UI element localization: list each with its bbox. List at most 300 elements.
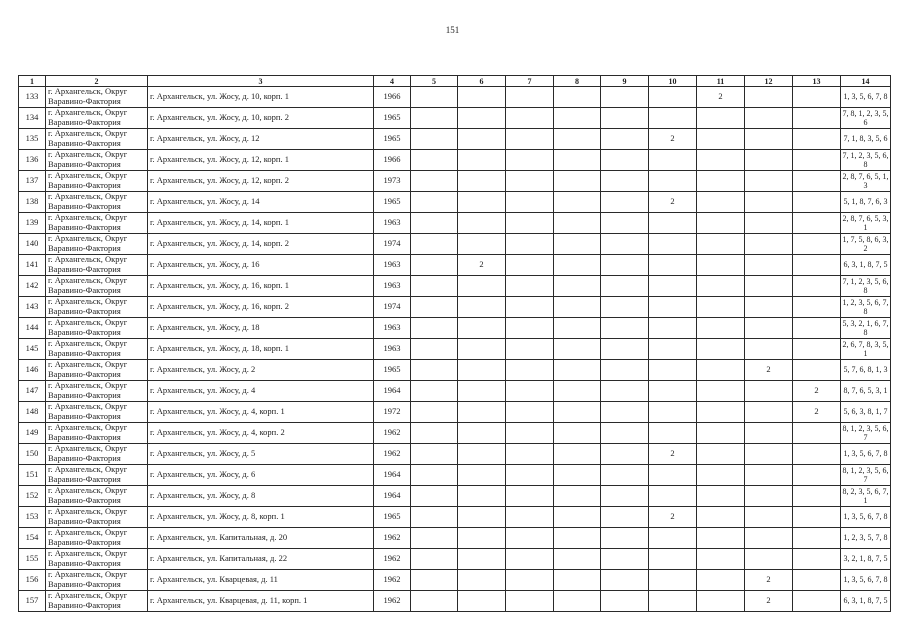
cell-address: г. Архангельск, ул. Жосу, д. 18, корп. 1 <box>148 339 374 360</box>
cell-col-8 <box>554 87 601 108</box>
cell-col-8 <box>554 444 601 465</box>
cell-col-7 <box>506 318 554 339</box>
cell-col-9 <box>601 213 649 234</box>
header-col-7: 7 <box>506 76 554 87</box>
cell-col-10 <box>649 549 697 570</box>
cell-col-14: 6, 3, 1, 8, 7, 5 <box>841 591 891 612</box>
cell-col-13 <box>793 360 841 381</box>
cell-col-12 <box>745 297 793 318</box>
cell-col-5 <box>411 381 458 402</box>
cell-col-12 <box>745 234 793 255</box>
cell-row-number: 154 <box>19 528 46 549</box>
cell-col-6 <box>458 87 506 108</box>
cell-col-7 <box>506 528 554 549</box>
cell-year: 1962 <box>374 570 411 591</box>
cell-row-number: 140 <box>19 234 46 255</box>
cell-address: г. Архангельск, ул. Жосу, д. 16, корп. 1 <box>148 276 374 297</box>
cell-address: г. Архангельск, ул. Капитальная, д. 20 <box>148 528 374 549</box>
cell-col-10: 2 <box>649 192 697 213</box>
cell-col-6 <box>458 213 506 234</box>
cell-row-number: 153 <box>19 507 46 528</box>
cell-col-12 <box>745 129 793 150</box>
cell-col-5 <box>411 150 458 171</box>
cell-col-14: 5, 1, 8, 7, 6, 3 <box>841 192 891 213</box>
cell-col-5 <box>411 87 458 108</box>
cell-col-11 <box>697 318 745 339</box>
cell-row-number: 151 <box>19 465 46 486</box>
cell-col-14: 5, 3, 2, 1, 6, 7, 8 <box>842 318 889 337</box>
cell-col-14: 1, 3, 5, 6, 7, 8 <box>841 87 891 108</box>
cell-col-11 <box>697 444 745 465</box>
cell-col-14: 2, 6, 7, 8, 3, 5, 1 <box>842 339 889 358</box>
table-row <box>19 255 891 276</box>
cell-col-11 <box>697 423 745 444</box>
cell-row-number: 150 <box>19 444 46 465</box>
cell-district: г. Архангельск, Округ Варавино-Фактория <box>46 129 148 150</box>
cell-year: 1963 <box>374 255 411 276</box>
cell-col-11 <box>697 486 745 507</box>
cell-address: г. Архангельск, ул. Жосу, д. 14, корп. 1 <box>148 213 374 234</box>
table-row <box>19 171 891 192</box>
cell-col-13 <box>793 234 841 255</box>
cell-district: г. Архангельск, Округ Варавино-Фактория <box>46 507 148 528</box>
cell-row-number: 147 <box>19 381 46 402</box>
cell-col-9 <box>601 129 649 150</box>
cell-col-13 <box>793 171 841 192</box>
cell-col-8 <box>554 171 601 192</box>
table-row <box>19 507 891 528</box>
cell-col-12 <box>745 465 793 486</box>
cell-col-10: 2 <box>649 444 697 465</box>
cell-address: г. Архангельск, ул. Жосу, д. 10, корп. 2 <box>148 108 374 129</box>
cell-col-6 <box>458 570 506 591</box>
cell-year: 1963 <box>374 276 411 297</box>
cell-col-13 <box>793 528 841 549</box>
cell-col-9 <box>601 549 649 570</box>
cell-col-12 <box>745 549 793 570</box>
header-col-4: 4 <box>374 76 411 87</box>
table-row <box>19 486 891 507</box>
cell-col-8 <box>554 318 601 339</box>
cell-col-5 <box>411 591 458 612</box>
cell-district: г. Архангельск, Округ Варавино-Фактория <box>46 213 148 234</box>
cell-row-number: 143 <box>19 297 46 318</box>
cell-col-12 <box>745 255 793 276</box>
cell-col-13 <box>793 87 841 108</box>
cell-row-number: 141 <box>19 255 46 276</box>
cell-col-7 <box>506 339 554 360</box>
cell-year: 1965 <box>374 129 411 150</box>
cell-year: 1974 <box>374 297 411 318</box>
table-row <box>19 297 891 318</box>
cell-col-14: 3, 2, 1, 8, 7, 5 <box>841 549 891 570</box>
cell-col-8 <box>554 276 601 297</box>
cell-col-12 <box>745 87 793 108</box>
cell-col-10: 2 <box>649 129 697 150</box>
cell-col-7 <box>506 465 554 486</box>
cell-district: г. Архангельск, Округ Варавино-Фактория <box>46 255 148 276</box>
cell-col-14: 2, 8, 7, 6, 5, 3, 1 <box>842 213 889 232</box>
cell-col-5 <box>411 108 458 129</box>
cell-address: г. Архангельск, ул. Жосу, д. 14 <box>148 192 374 213</box>
cell-address: г. Архангельск, ул. Жосу, д. 18 <box>148 318 374 339</box>
cell-address: г. Архангельск, ул. Жосу, д. 14, корп. 2 <box>148 234 374 255</box>
cell-col-10 <box>649 402 697 423</box>
cell-col-14: 7, 1, 2, 3, 5, 6, 8 <box>842 276 889 295</box>
cell-col-6 <box>458 423 506 444</box>
table-row <box>19 570 891 591</box>
cell-col-13 <box>793 444 841 465</box>
cell-col-12 <box>745 423 793 444</box>
cell-col-12: 2 <box>745 360 793 381</box>
cell-district: г. Архангельск, Округ Варавино-Фактория <box>46 339 148 360</box>
table-row <box>19 360 891 381</box>
cell-col-9 <box>601 381 649 402</box>
cell-district: г. Архангельск, Округ Варавино-Фактория <box>46 318 148 339</box>
cell-address: г. Архангельск, ул. Капитальная, д. 22 <box>148 549 374 570</box>
cell-col-14: 8, 1, 2, 3, 5, 6, 7 <box>842 465 889 484</box>
cell-col-13 <box>793 549 841 570</box>
cell-col-9 <box>601 171 649 192</box>
cell-col-14: 8, 1, 2, 3, 5, 6, 7 <box>842 423 889 442</box>
cell-year: 1962 <box>374 549 411 570</box>
cell-col-14: 8, 2, 3, 5, 6, 7, 1 <box>842 486 889 505</box>
cell-col-12 <box>745 444 793 465</box>
cell-year: 1964 <box>374 381 411 402</box>
cell-col-10 <box>649 339 697 360</box>
cell-col-10 <box>649 87 697 108</box>
cell-col-11 <box>697 150 745 171</box>
cell-col-6 <box>458 360 506 381</box>
cell-col-6 <box>458 591 506 612</box>
table-row <box>19 150 891 171</box>
cell-col-10 <box>649 234 697 255</box>
cell-col-10 <box>649 591 697 612</box>
cell-col-14: 1, 3, 5, 6, 7, 8 <box>841 444 891 465</box>
table-row <box>19 192 891 213</box>
cell-col-5 <box>411 192 458 213</box>
cell-col-5 <box>411 171 458 192</box>
cell-col-10 <box>649 423 697 444</box>
cell-district: г. Архангельск, Округ Варавино-Фактория <box>46 87 148 108</box>
cell-col-13 <box>793 255 841 276</box>
cell-address: г. Архангельск, ул. Кварцевая, д. 11, корп. 1 <box>148 591 374 612</box>
cell-row-number: 136 <box>19 150 46 171</box>
cell-col-9 <box>601 528 649 549</box>
cell-address: г. Архангельск, ул. Кварцевая, д. 11 <box>148 570 374 591</box>
cell-col-8 <box>554 255 601 276</box>
cell-col-11 <box>697 381 745 402</box>
cell-address: г. Архангельск, ул. Жосу, д. 5 <box>148 444 374 465</box>
cell-col-6 <box>458 318 506 339</box>
cell-col-7 <box>506 570 554 591</box>
cell-col-6 <box>458 129 506 150</box>
cell-col-9 <box>601 423 649 444</box>
cell-col-11 <box>697 591 745 612</box>
cell-col-12: 2 <box>745 591 793 612</box>
cell-col-11 <box>697 549 745 570</box>
cell-col-6 <box>458 108 506 129</box>
cell-col-10 <box>649 528 697 549</box>
cell-col-10 <box>649 318 697 339</box>
cell-col-14: 1, 3, 5, 6, 7, 8 <box>841 570 891 591</box>
table-row <box>19 234 891 255</box>
cell-col-13: 2 <box>793 381 841 402</box>
table-row <box>19 87 891 108</box>
cell-year: 1963 <box>374 339 411 360</box>
header-col-9: 9 <box>601 76 649 87</box>
cell-col-12 <box>745 171 793 192</box>
cell-col-13 <box>793 339 841 360</box>
cell-col-12 <box>745 486 793 507</box>
cell-col-7 <box>506 87 554 108</box>
header-row <box>19 76 891 87</box>
cell-col-9 <box>601 591 649 612</box>
cell-col-8 <box>554 192 601 213</box>
cell-col-11 <box>697 297 745 318</box>
cell-district: г. Архангельск, Округ Варавино-Фактория <box>46 402 148 423</box>
table-row <box>19 339 891 360</box>
cell-col-13 <box>793 591 841 612</box>
cell-row-number: 148 <box>19 402 46 423</box>
cell-row-number: 156 <box>19 570 46 591</box>
cell-col-6 <box>458 381 506 402</box>
header-col-12: 12 <box>745 76 793 87</box>
cell-col-7 <box>506 276 554 297</box>
cell-col-5 <box>411 528 458 549</box>
cell-col-14: 7, 8, 1, 2, 3, 5, 6 <box>842 108 889 127</box>
header-col-2: 2 <box>46 76 148 87</box>
cell-district: г. Архангельск, Округ Варавино-Фактория <box>46 150 148 171</box>
cell-district: г. Архангельск, Округ Варавино-Фактория <box>46 234 148 255</box>
cell-col-5 <box>411 360 458 381</box>
cell-col-14: 7, 1, 2, 3, 5, 6, 8 <box>842 150 889 169</box>
table-body <box>19 87 891 612</box>
cell-year: 1964 <box>374 486 411 507</box>
cell-col-13 <box>793 150 841 171</box>
cell-col-6 <box>458 297 506 318</box>
cell-col-11 <box>697 108 745 129</box>
cell-col-5 <box>411 129 458 150</box>
cell-col-9 <box>601 297 649 318</box>
cell-col-13 <box>793 108 841 129</box>
cell-col-6 <box>458 507 506 528</box>
cell-col-9 <box>601 234 649 255</box>
cell-col-8 <box>554 465 601 486</box>
cell-col-11 <box>697 276 745 297</box>
cell-col-5 <box>411 297 458 318</box>
cell-col-11 <box>697 129 745 150</box>
cell-col-13: 2 <box>793 402 841 423</box>
cell-col-6 <box>458 339 506 360</box>
cell-col-10 <box>649 486 697 507</box>
cell-col-7 <box>506 402 554 423</box>
cell-col-5 <box>411 213 458 234</box>
cell-address: г. Архангельск, ул. Жосу, д. 12 <box>148 129 374 150</box>
cell-col-9 <box>601 87 649 108</box>
cell-year: 1965 <box>374 360 411 381</box>
cell-col-6 <box>458 192 506 213</box>
cell-col-9 <box>601 444 649 465</box>
cell-col-13 <box>793 276 841 297</box>
cell-col-10 <box>649 276 697 297</box>
cell-district: г. Архангельск, Округ Варавино-Фактория <box>46 192 148 213</box>
cell-year: 1965 <box>374 108 411 129</box>
cell-col-8 <box>554 339 601 360</box>
cell-district: г. Архангельск, Округ Варавино-Фактория <box>46 570 148 591</box>
cell-col-10 <box>649 297 697 318</box>
cell-col-11 <box>697 213 745 234</box>
cell-col-7 <box>506 192 554 213</box>
cell-col-9 <box>601 465 649 486</box>
cell-col-8 <box>554 213 601 234</box>
cell-col-11 <box>697 360 745 381</box>
cell-address: г. Архангельск, ул. Жосу, д. 4, корп. 2 <box>148 423 374 444</box>
cell-col-5 <box>411 255 458 276</box>
cell-row-number: 142 <box>19 276 46 297</box>
cell-col-12 <box>745 402 793 423</box>
cell-col-7 <box>506 213 554 234</box>
cell-address: г. Архангельск, ул. Жосу, д. 10, корп. 1 <box>148 87 374 108</box>
table-row <box>19 276 891 297</box>
cell-row-number: 133 <box>19 87 46 108</box>
cell-col-10 <box>649 465 697 486</box>
cell-col-6 <box>458 465 506 486</box>
cell-row-number: 144 <box>19 318 46 339</box>
cell-col-12 <box>745 381 793 402</box>
cell-row-number: 157 <box>19 591 46 612</box>
cell-col-7 <box>506 234 554 255</box>
cell-col-9 <box>601 255 649 276</box>
cell-district: г. Архангельск, Округ Варавино-Фактория <box>46 360 148 381</box>
cell-col-13 <box>793 192 841 213</box>
table-row <box>19 318 891 339</box>
cell-col-7 <box>506 444 554 465</box>
cell-col-6 <box>458 171 506 192</box>
cell-col-11 <box>697 339 745 360</box>
cell-row-number: 152 <box>19 486 46 507</box>
header-col-3: 3 <box>148 76 374 87</box>
cell-col-8 <box>554 528 601 549</box>
table-row <box>19 129 891 150</box>
cell-col-9 <box>601 402 649 423</box>
cell-col-8 <box>554 423 601 444</box>
cell-col-8 <box>554 234 601 255</box>
cell-col-14: 1, 2, 3, 5, 7, 8 <box>841 528 891 549</box>
cell-col-5 <box>411 423 458 444</box>
cell-col-12 <box>745 507 793 528</box>
cell-col-12 <box>745 276 793 297</box>
header-col-10: 10 <box>649 76 697 87</box>
cell-address: г. Архангельск, ул. Жосу, д. 8, корп. 1 <box>148 507 374 528</box>
cell-col-12 <box>745 318 793 339</box>
cell-col-5 <box>411 402 458 423</box>
cell-address: г. Архангельск, ул. Жосу, д. 16, корп. 2 <box>148 297 374 318</box>
cell-col-7 <box>506 591 554 612</box>
cell-col-9 <box>601 486 649 507</box>
table-row <box>19 402 891 423</box>
cell-col-9 <box>601 318 649 339</box>
cell-col-6 <box>458 528 506 549</box>
cell-year: 1963 <box>374 213 411 234</box>
cell-col-9 <box>601 150 649 171</box>
cell-col-14: 6, 3, 1, 8, 7, 5 <box>841 255 891 276</box>
cell-col-5 <box>411 318 458 339</box>
cell-col-10 <box>649 255 697 276</box>
cell-col-9 <box>601 570 649 591</box>
cell-col-12 <box>745 528 793 549</box>
cell-col-14: 1, 7, 5, 8, 6, 3, 2 <box>842 234 889 253</box>
cell-col-13 <box>793 297 841 318</box>
cell-row-number: 146 <box>19 360 46 381</box>
cell-col-11 <box>697 192 745 213</box>
cell-col-6 <box>458 150 506 171</box>
cell-col-12 <box>745 108 793 129</box>
cell-col-11 <box>697 234 745 255</box>
cell-year: 1962 <box>374 444 411 465</box>
cell-col-13 <box>793 318 841 339</box>
cell-col-11 <box>697 402 745 423</box>
cell-col-9 <box>601 192 649 213</box>
cell-district: г. Архангельск, Округ Варавино-Фактория <box>46 591 148 612</box>
header-col-11: 11 <box>697 76 745 87</box>
cell-year: 1973 <box>374 171 411 192</box>
cell-col-13 <box>793 465 841 486</box>
table-row <box>19 213 891 234</box>
cell-col-7 <box>506 297 554 318</box>
cell-col-13 <box>793 129 841 150</box>
cell-col-11 <box>697 570 745 591</box>
cell-year: 1966 <box>374 150 411 171</box>
cell-col-13 <box>793 423 841 444</box>
cell-col-8 <box>554 591 601 612</box>
cell-col-11 <box>697 255 745 276</box>
cell-col-9 <box>601 360 649 381</box>
cell-year: 1962 <box>374 423 411 444</box>
cell-col-7 <box>506 549 554 570</box>
table-header <box>19 76 891 87</box>
cell-col-6 <box>458 234 506 255</box>
cell-col-10 <box>649 108 697 129</box>
cell-col-10 <box>649 213 697 234</box>
cell-district: г. Архангельск, Округ Варавино-Фактория <box>46 381 148 402</box>
cell-col-11 <box>697 528 745 549</box>
table-row <box>19 108 891 129</box>
cell-row-number: 137 <box>19 171 46 192</box>
cell-col-8 <box>554 150 601 171</box>
cell-col-12 <box>745 150 793 171</box>
cell-row-number: 134 <box>19 108 46 129</box>
table-row <box>19 444 891 465</box>
cell-row-number: 138 <box>19 192 46 213</box>
table-row <box>19 381 891 402</box>
cell-col-6 <box>458 486 506 507</box>
cell-col-5 <box>411 486 458 507</box>
table-row <box>19 423 891 444</box>
cell-col-14: 5, 7, 6, 8, 1, 3 <box>841 360 891 381</box>
cell-col-8 <box>554 486 601 507</box>
header-col-13: 13 <box>793 76 841 87</box>
cell-col-9 <box>601 276 649 297</box>
cell-year: 1964 <box>374 465 411 486</box>
cell-col-6 <box>458 549 506 570</box>
cell-col-5 <box>411 276 458 297</box>
cell-year: 1962 <box>374 591 411 612</box>
cell-col-7 <box>506 486 554 507</box>
cell-col-8 <box>554 402 601 423</box>
cell-address: г. Архангельск, ул. Жосу, д. 16 <box>148 255 374 276</box>
cell-year: 1963 <box>374 318 411 339</box>
